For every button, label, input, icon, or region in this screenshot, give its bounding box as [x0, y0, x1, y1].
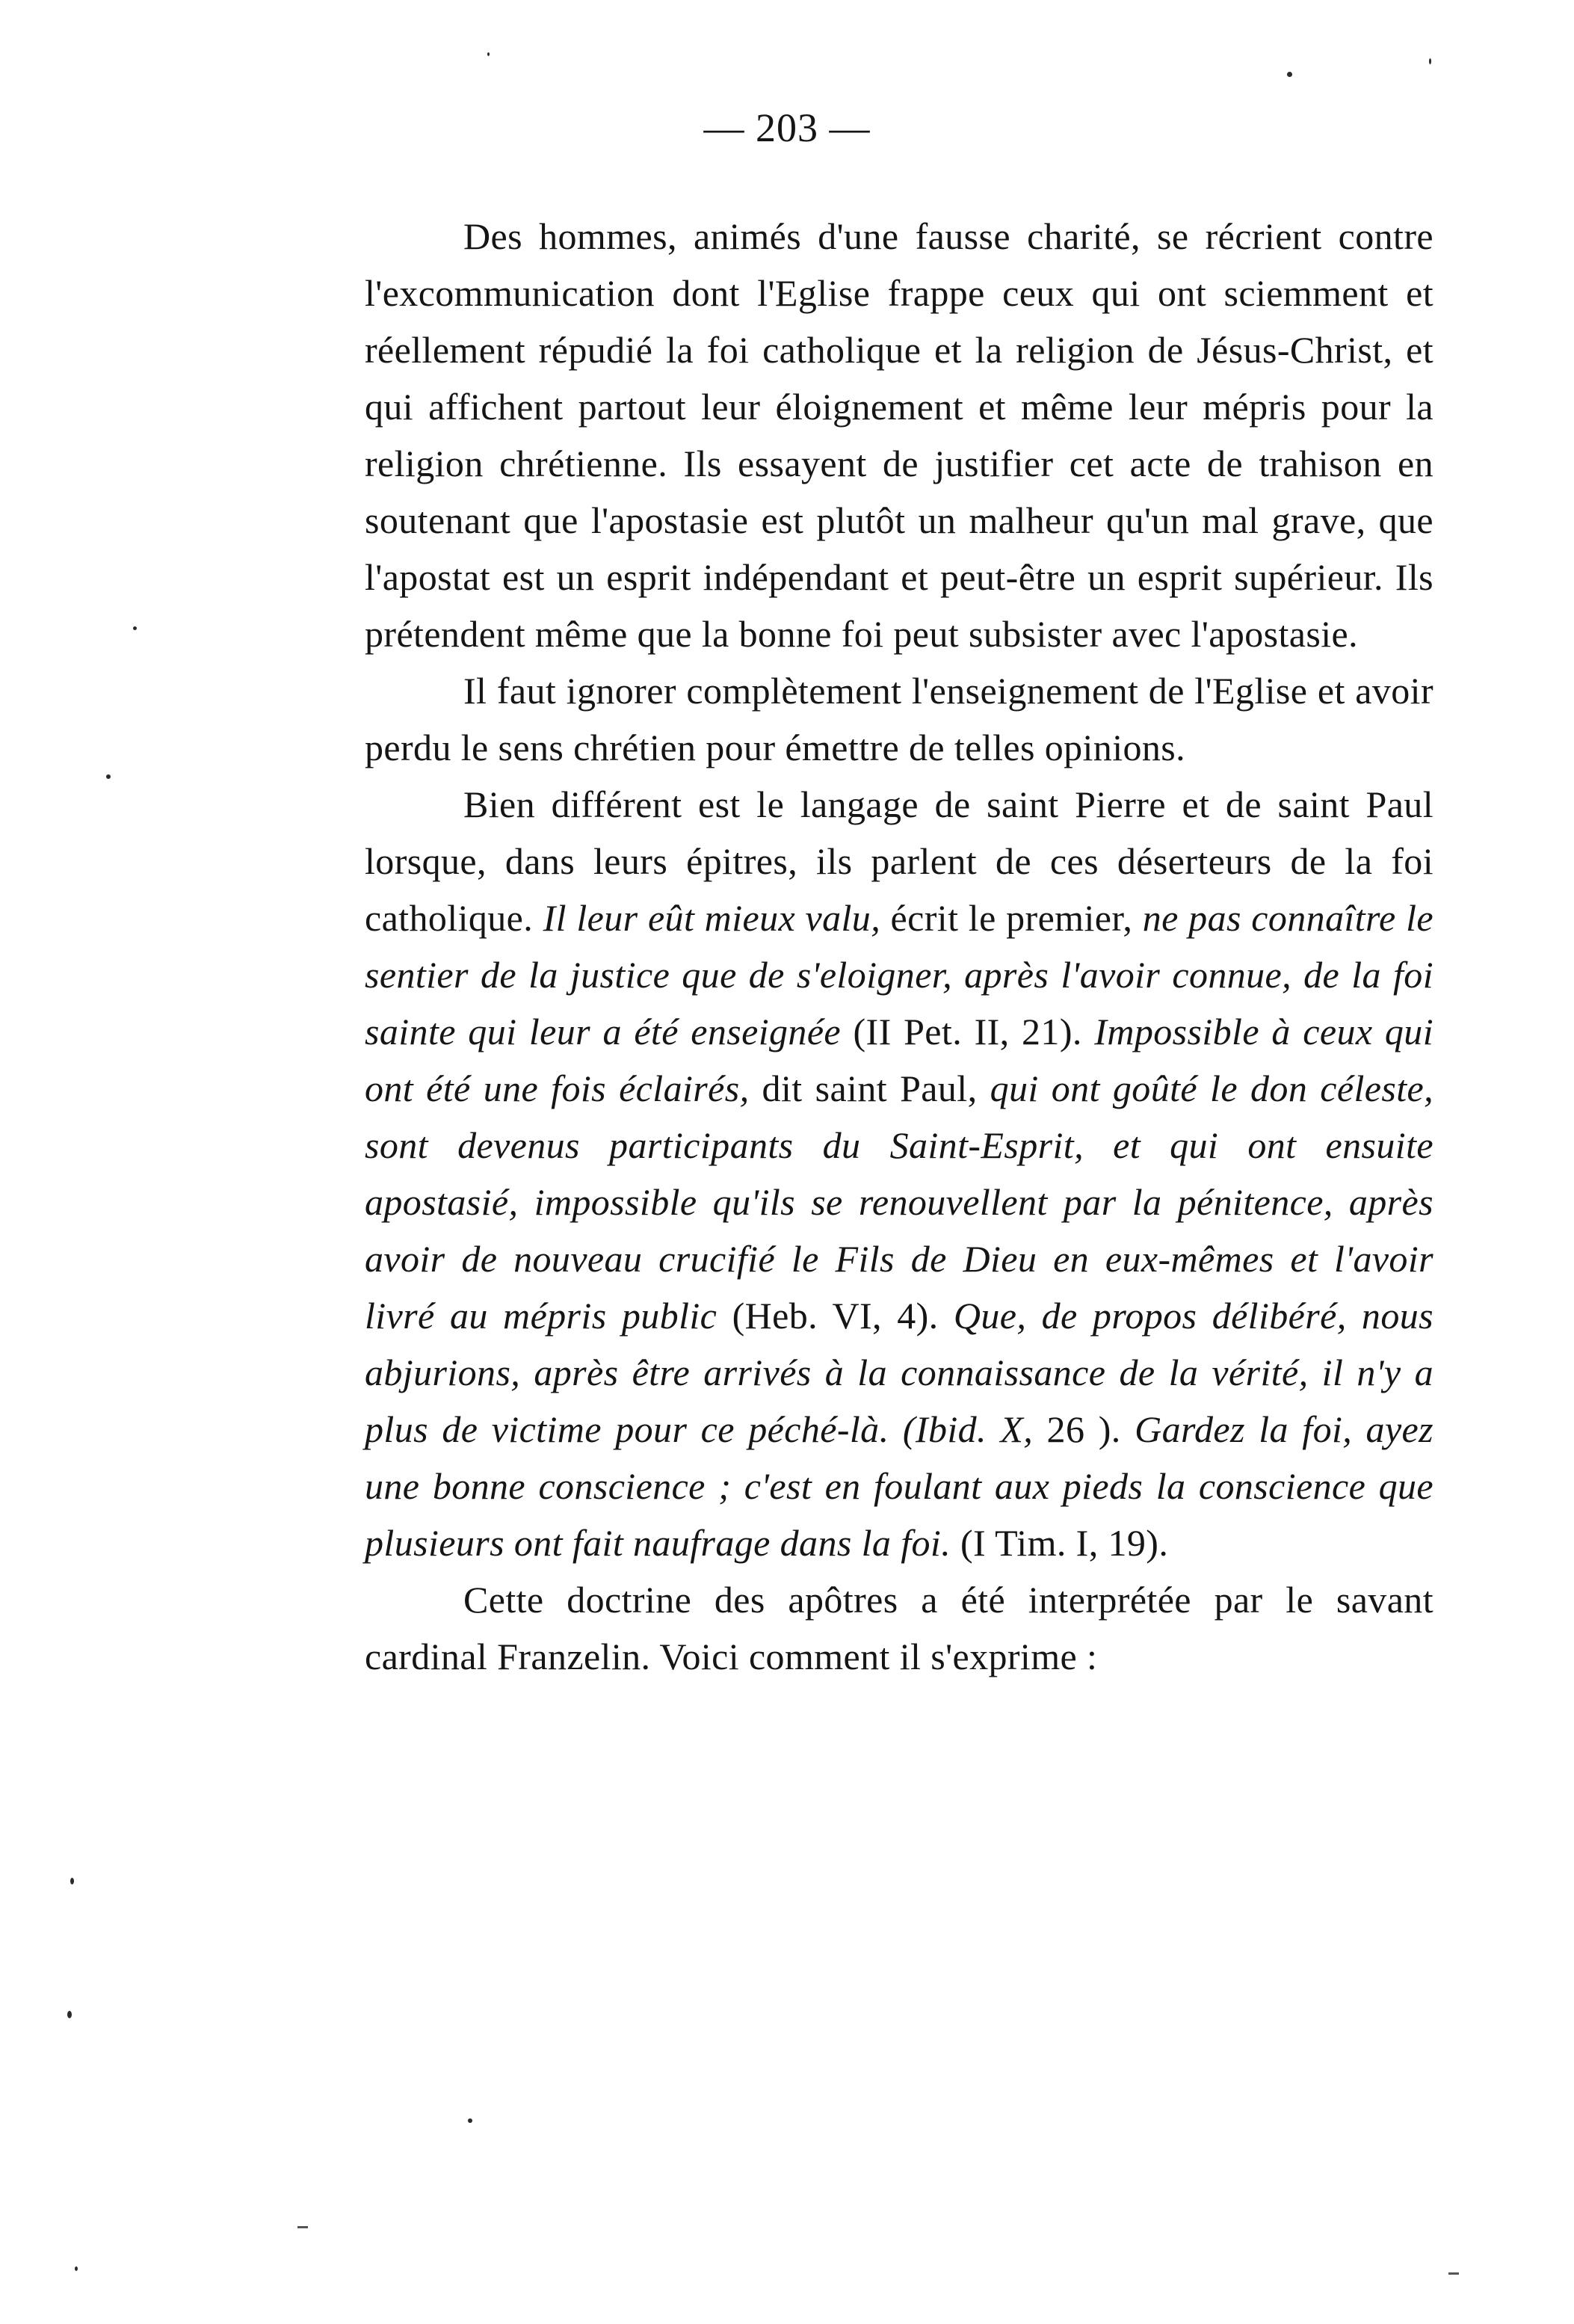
page-number: — 203 — [703, 105, 871, 150]
italic-quote: qui ont goûté le don céleste, sont devenus participants du Saint-Esprit, et qui ont ensuite apostasié, impossible qu'ils se renouvellent par la pénitence, après avoir de nouveau crucifié le Fils de Dieu en eux-mêmes et l'avoir livré au mépris public [365, 1067, 1433, 1337]
text-segment: Des hommes, animés d'une fausse charité, se récrient contre l'excommunication dont l'Eglise frappe ceux qui ont sciemment et réellement répudié la foi catholique et la religion de Jésus-Christ, et qui affichent partout leur éloignement et même leur mépris pour la religion chrétienne. Ils essayent de justifier cet acte de trahison en soutenant que l'apostasie est plutôt un malheur qu'un mal grave, que l'apostat est un esprit indépendant et peut-être un esprit supérieur. Ils prétendent même que la bonne foi peut subsister avec l'apostasie. [365, 215, 1433, 655]
scan-speck [67, 2011, 72, 2018]
scan-speck [133, 626, 137, 630]
citation: (Heb. VI, 4). [717, 1295, 954, 1337]
scan-speck [75, 2266, 78, 2271]
citation: 26 ). [1033, 1408, 1135, 1450]
italic-quote: Il leur eût mieux valu, [543, 897, 881, 939]
text-segment: Bien différent est le langage de saint Pierre et de saint Paul lorsque, dans leurs épitres, ils parlent de ces déserteurs de la foi catholique. [365, 783, 1433, 939]
italic-quote: ne pas connaître le sentier de la justice que de s'eloigner, après l'avoir connue, de la foi sainte qui leur a été enseignée [365, 897, 1433, 1052]
scan-speck [1429, 58, 1431, 64]
paragraph-3 [365, 776, 1433, 1571]
scan-mark [297, 2226, 308, 2228]
scan-speck [487, 52, 490, 56]
text-segment: Cette doctrine des apôtres a été interprétée par le savant cardinal Franzelin. Voici comment il s'exprime : [365, 1579, 1433, 1677]
body-text [365, 208, 1433, 1685]
paragraph-4 [365, 1571, 1433, 1685]
citation: (I Tim. I, 19). [951, 1522, 1169, 1564]
italic-quote: Que, de propos délibéré, nous abjurions, après être arrivés à la connaissance de la vérité, il n'y a plus de victime pour ce péché-là. (Ibid. X, [365, 1295, 1433, 1450]
text-segment: dit saint Paul, [749, 1067, 990, 1109]
text-segment: écrit le premier, [880, 897, 1143, 939]
text-segment: Il faut ignorer complètement l'enseignement de l'Eglise et avoir perdu le sens chrétien pour émettre de telles opinions. [365, 670, 1433, 768]
paragraph-1 [365, 208, 1433, 662]
paragraph-2 [365, 662, 1433, 776]
italic-quote: Impossible à ceux qui ont été une fois éclairés, [365, 1011, 1433, 1109]
italic-quote: Gardez la foi, ayez une bonne conscience ; c'est en foulant aux pieds la conscience que plusieurs ont fait naufrage dans la foi. [365, 1408, 1433, 1564]
scan-speck [70, 1878, 74, 1884]
scan-speck [468, 2118, 472, 2123]
scan-speck [1287, 72, 1292, 77]
scan-mark [1448, 2272, 1459, 2275]
citation: (II Pet. II, 21). [841, 1011, 1095, 1052]
scan-speck [106, 774, 111, 779]
